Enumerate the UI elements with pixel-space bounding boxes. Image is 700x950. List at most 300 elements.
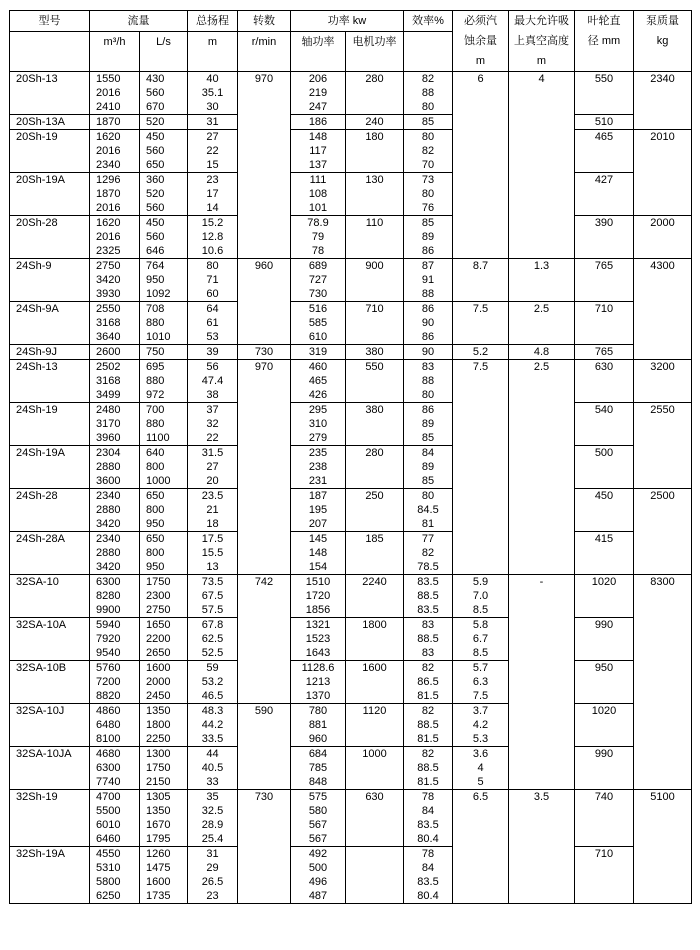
mass-cell: 2000 — [634, 216, 692, 231]
flow-m3h-cell: 6010 — [90, 818, 140, 832]
shaft-power-cell: 207 — [291, 517, 346, 532]
efficiency-cell: 88.5 — [404, 589, 453, 603]
suction-cell: 1.3 — [509, 259, 575, 274]
flow-m3h-cell: 2016 — [90, 230, 140, 244]
head-cell: 53.2 — [188, 675, 238, 689]
npsh-cell — [453, 446, 509, 461]
speed-cell — [238, 86, 291, 100]
motor-power-cell — [346, 158, 404, 173]
efficiency-cell: 86 — [404, 403, 453, 418]
motor-power-cell — [346, 273, 404, 287]
shaft-power-cell: 575 — [291, 790, 346, 805]
flow-m3h-cell: 2880 — [90, 460, 140, 474]
head-cell: 23 — [188, 889, 238, 904]
motor-power-cell: 1000 — [346, 747, 404, 762]
table-row — [10, 201, 692, 216]
head-cell: 61 — [188, 316, 238, 330]
model-cell: 20Sh-13 — [10, 72, 90, 87]
flow-ls-cell: 880 — [140, 417, 188, 431]
head-cell: 53 — [188, 330, 238, 345]
speed-cell — [238, 130, 291, 145]
head-cell: 48.3 — [188, 704, 238, 719]
model-cell: 32SA-10B — [10, 661, 90, 676]
suction-cell — [509, 618, 575, 633]
npsh-cell: 5 — [453, 775, 509, 790]
speed-cell — [238, 589, 291, 603]
impeller-cell: 465 — [575, 130, 634, 145]
motor-power-cell — [346, 244, 404, 259]
suction-cell — [509, 747, 575, 762]
table-row — [10, 460, 692, 474]
efficiency-cell: 80 — [404, 388, 453, 403]
shaft-power-cell: 235 — [291, 446, 346, 461]
flow-ls-cell: 430 — [140, 72, 188, 87]
table-row — [10, 618, 692, 633]
table-row — [10, 431, 692, 446]
shaft-power-cell: 727 — [291, 273, 346, 287]
npsh-cell: 5.8 — [453, 618, 509, 633]
flow-m3h-cell: 2550 — [90, 302, 140, 317]
impeller-cell — [575, 546, 634, 560]
flow-ls-cell: 2250 — [140, 732, 188, 747]
suction-cell — [509, 503, 575, 517]
head-cell: 40.5 — [188, 761, 238, 775]
shaft-power-cell: 219 — [291, 86, 346, 100]
mass-cell — [634, 474, 692, 489]
mass-cell — [634, 302, 692, 317]
suction-cell — [509, 875, 575, 889]
flow-m3h-cell: 7740 — [90, 775, 140, 790]
npsh-cell: 5.7 — [453, 661, 509, 676]
model-cell — [10, 560, 90, 575]
flow-ls-cell: 1650 — [140, 618, 188, 633]
motor-power-cell — [346, 330, 404, 345]
suction-cell — [509, 158, 575, 173]
model-cell — [10, 474, 90, 489]
flow-m3h-cell: 8820 — [90, 689, 140, 704]
efficiency-cell: 80 — [404, 187, 453, 201]
npsh-cell — [453, 187, 509, 201]
impeller-cell — [575, 431, 634, 446]
npsh-cell — [453, 388, 509, 403]
model-cell — [10, 100, 90, 115]
flow-ls-cell: 695 — [140, 360, 188, 375]
suction-cell — [509, 374, 575, 388]
efficiency-cell: 83.5 — [404, 575, 453, 590]
shaft-power-cell: 154 — [291, 560, 346, 575]
suction-cell — [509, 661, 575, 676]
table-row — [10, 130, 692, 145]
npsh-cell: 7.5 — [453, 689, 509, 704]
npsh-cell: 4 — [453, 761, 509, 775]
shaft-power-cell: 1720 — [291, 589, 346, 603]
motor-power-cell — [346, 100, 404, 115]
mass-cell — [634, 675, 692, 689]
head-cell: 23 — [188, 173, 238, 188]
flow-m3h-cell: 4700 — [90, 790, 140, 805]
mass-cell: 5100 — [634, 790, 692, 805]
header-flow-ls: L/s — [140, 32, 188, 72]
speed-cell — [238, 216, 291, 231]
head-cell: 10.6 — [188, 244, 238, 259]
impeller-cell — [575, 287, 634, 302]
table-row — [10, 546, 692, 560]
model-cell — [10, 187, 90, 201]
speed-cell — [238, 144, 291, 158]
header-mass-blank — [634, 51, 692, 72]
shaft-power-cell: 187 — [291, 489, 346, 504]
flow-ls-cell: 560 — [140, 144, 188, 158]
npsh-cell: 5.9 — [453, 575, 509, 590]
suction-cell — [509, 761, 575, 775]
efficiency-cell: 85 — [404, 115, 453, 130]
speed-cell — [238, 158, 291, 173]
shaft-power-cell: 730 — [291, 287, 346, 302]
efficiency-cell: 83 — [404, 360, 453, 375]
npsh-cell — [453, 201, 509, 216]
shaft-power-cell: 319 — [291, 345, 346, 360]
table-row — [10, 345, 692, 360]
mass-cell — [634, 875, 692, 889]
mass-cell — [634, 86, 692, 100]
head-cell: 44 — [188, 747, 238, 762]
motor-power-cell: 280 — [346, 72, 404, 87]
motor-power-cell: 710 — [346, 302, 404, 317]
shaft-power-cell: 108 — [291, 187, 346, 201]
motor-power-cell: 280 — [346, 446, 404, 461]
impeller-cell: 710 — [575, 302, 634, 317]
impeller-cell: 550 — [575, 72, 634, 87]
shaft-power-cell: 580 — [291, 804, 346, 818]
table-row — [10, 503, 692, 517]
shaft-power-cell: 500 — [291, 861, 346, 875]
suction-cell — [509, 632, 575, 646]
table-row — [10, 560, 692, 575]
speed-cell — [238, 761, 291, 775]
head-cell: 80 — [188, 259, 238, 274]
impeller-cell — [575, 875, 634, 889]
speed-cell — [238, 403, 291, 418]
flow-m3h-cell: 7920 — [90, 632, 140, 646]
header-impeller: 叶轮直 径 mm — [575, 11, 634, 52]
flow-m3h-cell: 3960 — [90, 431, 140, 446]
motor-power-cell — [346, 832, 404, 847]
efficiency-cell: 80 — [404, 100, 453, 115]
suction-cell — [509, 474, 575, 489]
shaft-power-cell: 231 — [291, 474, 346, 489]
npsh-cell — [453, 403, 509, 418]
header-efficiency-blank — [404, 32, 453, 72]
mass-cell — [634, 818, 692, 832]
model-cell — [10, 875, 90, 889]
npsh-cell: 3.6 — [453, 747, 509, 762]
efficiency-cell: 88 — [404, 287, 453, 302]
mass-cell — [634, 230, 692, 244]
head-cell: 30 — [188, 100, 238, 115]
npsh-cell: 7.0 — [453, 589, 509, 603]
efficiency-cell: 88 — [404, 86, 453, 100]
flow-ls-cell: 950 — [140, 560, 188, 575]
model-cell — [10, 646, 90, 661]
efficiency-cell: 82 — [404, 704, 453, 719]
model-cell: 20Sh-28 — [10, 216, 90, 231]
mass-cell: 8300 — [634, 575, 692, 590]
model-cell — [10, 718, 90, 732]
efficiency-cell: 86 — [404, 302, 453, 317]
model-cell — [10, 503, 90, 517]
speed-cell — [238, 847, 291, 862]
motor-power-cell — [346, 546, 404, 560]
suction-cell: 2.5 — [509, 302, 575, 317]
motor-power-cell — [346, 818, 404, 832]
table-row — [10, 790, 692, 805]
motor-power-cell — [346, 517, 404, 532]
efficiency-cell: 88.5 — [404, 761, 453, 775]
head-cell: 13 — [188, 560, 238, 575]
header-model-blank — [10, 32, 90, 72]
header-impeller-blank — [575, 51, 634, 72]
head-cell: 17 — [188, 187, 238, 201]
speed-cell: 590 — [238, 704, 291, 719]
table-row — [10, 489, 692, 504]
header-npsh: 必须汽 蚀余量 — [453, 11, 509, 52]
speed-cell — [238, 431, 291, 446]
mass-cell — [634, 316, 692, 330]
motor-power-cell — [346, 560, 404, 575]
impeller-cell — [575, 861, 634, 875]
mass-cell — [634, 187, 692, 201]
flow-ls-cell: 2000 — [140, 675, 188, 689]
flow-ls-cell: 1010 — [140, 330, 188, 345]
shaft-power-cell: 1128.6 — [291, 661, 346, 676]
head-cell: 15.2 — [188, 216, 238, 231]
head-cell: 23.5 — [188, 489, 238, 504]
flow-ls-cell: 650 — [140, 532, 188, 547]
efficiency-cell: 76 — [404, 201, 453, 216]
efficiency-cell: 82 — [404, 747, 453, 762]
flow-ls-cell: 1750 — [140, 575, 188, 590]
flow-m3h-cell: 1620 — [90, 216, 140, 231]
head-cell: 60 — [188, 287, 238, 302]
efficiency-cell: 78 — [404, 847, 453, 862]
flow-m3h-cell: 9540 — [90, 646, 140, 661]
flow-ls-cell: 1600 — [140, 661, 188, 676]
impeller-cell — [575, 100, 634, 115]
model-cell: 20Sh-19A — [10, 173, 90, 188]
head-cell: 59 — [188, 661, 238, 676]
head-cell: 44.2 — [188, 718, 238, 732]
suction-cell — [509, 689, 575, 704]
model-cell — [10, 804, 90, 818]
mass-cell — [634, 417, 692, 431]
efficiency-cell: 90 — [404, 345, 453, 360]
mass-cell — [634, 661, 692, 676]
shaft-power-cell: 238 — [291, 460, 346, 474]
efficiency-cell: 89 — [404, 460, 453, 474]
flow-ls-cell: 1800 — [140, 718, 188, 732]
impeller-cell — [575, 273, 634, 287]
speed-cell — [238, 861, 291, 875]
speed-cell — [238, 100, 291, 115]
flow-m3h-cell: 1296 — [90, 173, 140, 188]
motor-power-cell — [346, 718, 404, 732]
speed-cell — [238, 273, 291, 287]
impeller-cell — [575, 889, 634, 904]
pump-table-body — [10, 72, 692, 904]
shaft-power-cell: 1523 — [291, 632, 346, 646]
table-row — [10, 804, 692, 818]
impeller-cell — [575, 832, 634, 847]
efficiency-cell: 91 — [404, 273, 453, 287]
shaft-power-cell: 148 — [291, 546, 346, 560]
npsh-cell — [453, 273, 509, 287]
speed-cell — [238, 187, 291, 201]
mass-cell — [634, 603, 692, 618]
impeller-cell: 765 — [575, 259, 634, 274]
head-cell: 40 — [188, 72, 238, 87]
impeller-cell — [575, 144, 634, 158]
header-model: 型号 — [10, 11, 90, 32]
head-cell: 31.5 — [188, 446, 238, 461]
npsh-cell — [453, 889, 509, 904]
efficiency-cell: 84 — [404, 861, 453, 875]
flow-ls-cell: 750 — [140, 345, 188, 360]
efficiency-cell: 70 — [404, 158, 453, 173]
flow-ls-cell: 950 — [140, 273, 188, 287]
table-row — [10, 216, 692, 231]
table-row — [10, 818, 692, 832]
mass-cell — [634, 173, 692, 188]
flow-m3h-cell: 5800 — [90, 875, 140, 889]
speed-cell — [238, 718, 291, 732]
motor-power-cell — [346, 875, 404, 889]
motor-power-cell: 900 — [346, 259, 404, 274]
suction-cell — [509, 775, 575, 790]
impeller-cell: 500 — [575, 446, 634, 461]
efficiency-cell: 83.5 — [404, 818, 453, 832]
flow-m3h-cell: 3640 — [90, 330, 140, 345]
table-row — [10, 360, 692, 375]
efficiency-cell: 78.5 — [404, 560, 453, 575]
flow-ls-cell: 560 — [140, 230, 188, 244]
head-cell: 17.5 — [188, 532, 238, 547]
speed-cell — [238, 330, 291, 345]
model-cell: 32SA-10 — [10, 575, 90, 590]
suction-cell — [509, 403, 575, 418]
npsh-cell — [453, 546, 509, 560]
table-row — [10, 847, 692, 862]
mass-cell — [634, 503, 692, 517]
efficiency-cell: 86 — [404, 244, 453, 259]
motor-power-cell: 185 — [346, 532, 404, 547]
suction-cell — [509, 446, 575, 461]
head-cell: 35.1 — [188, 86, 238, 100]
impeller-cell — [575, 187, 634, 201]
suction-cell — [509, 216, 575, 231]
model-cell: 24Sh-9A — [10, 302, 90, 317]
npsh-cell — [453, 875, 509, 889]
flow-ls-cell: 972 — [140, 388, 188, 403]
npsh-cell — [453, 489, 509, 504]
speed-cell: 730 — [238, 790, 291, 805]
motor-power-cell — [346, 460, 404, 474]
impeller-cell: 1020 — [575, 704, 634, 719]
impeller-cell: 540 — [575, 403, 634, 418]
npsh-cell — [453, 330, 509, 345]
speed-cell — [238, 230, 291, 244]
flow-m3h-cell: 2340 — [90, 158, 140, 173]
mass-cell — [634, 646, 692, 661]
head-cell: 37 — [188, 403, 238, 418]
flow-m3h-cell: 2304 — [90, 446, 140, 461]
flow-m3h-cell: 3420 — [90, 560, 140, 575]
impeller-cell — [575, 503, 634, 517]
motor-power-cell — [346, 187, 404, 201]
flow-m3h-cell: 1870 — [90, 115, 140, 130]
table-row — [10, 316, 692, 330]
speed-cell — [238, 661, 291, 676]
shaft-power-cell: 145 — [291, 532, 346, 547]
flow-m3h-cell: 4680 — [90, 747, 140, 762]
shaft-power-cell: 487 — [291, 889, 346, 904]
flow-ls-cell: 1000 — [140, 474, 188, 489]
efficiency-cell: 83.5 — [404, 603, 453, 618]
motor-power-cell — [346, 374, 404, 388]
motor-power-cell: 630 — [346, 790, 404, 805]
mass-cell — [634, 201, 692, 216]
head-cell: 25.4 — [188, 832, 238, 847]
model-cell — [10, 832, 90, 847]
flow-m3h-cell: 2016 — [90, 201, 140, 216]
shaft-power-cell: 101 — [291, 201, 346, 216]
shaft-power-cell: 117 — [291, 144, 346, 158]
speed-cell — [238, 489, 291, 504]
head-cell: 33 — [188, 775, 238, 790]
npsh-cell — [453, 100, 509, 115]
shaft-power-cell: 689 — [291, 259, 346, 274]
flow-ls-cell: 1795 — [140, 832, 188, 847]
speed-cell — [238, 603, 291, 618]
head-cell: 15 — [188, 158, 238, 173]
mass-cell — [634, 446, 692, 461]
motor-power-cell — [346, 689, 404, 704]
speed-cell — [238, 474, 291, 489]
flow-m3h-cell: 2340 — [90, 489, 140, 504]
flow-ls-cell: 520 — [140, 187, 188, 201]
mass-cell — [634, 273, 692, 287]
table-row — [10, 72, 692, 87]
impeller-cell — [575, 86, 634, 100]
table-row — [10, 646, 692, 661]
mass-cell: 2010 — [634, 130, 692, 145]
shaft-power-cell: 1370 — [291, 689, 346, 704]
npsh-cell — [453, 560, 509, 575]
flow-ls-cell: 700 — [140, 403, 188, 418]
impeller-cell — [575, 158, 634, 173]
suction-cell — [509, 546, 575, 560]
table-row — [10, 832, 692, 847]
suction-cell: 2.5 — [509, 360, 575, 375]
flow-ls-cell: 2750 — [140, 603, 188, 618]
speed-cell — [238, 818, 291, 832]
suction-cell — [509, 230, 575, 244]
shaft-power-cell: 310 — [291, 417, 346, 431]
model-cell — [10, 818, 90, 832]
head-cell: 52.5 — [188, 646, 238, 661]
shaft-power-cell: 78 — [291, 244, 346, 259]
model-cell — [10, 158, 90, 173]
flow-ls-cell: 1305 — [140, 790, 188, 805]
